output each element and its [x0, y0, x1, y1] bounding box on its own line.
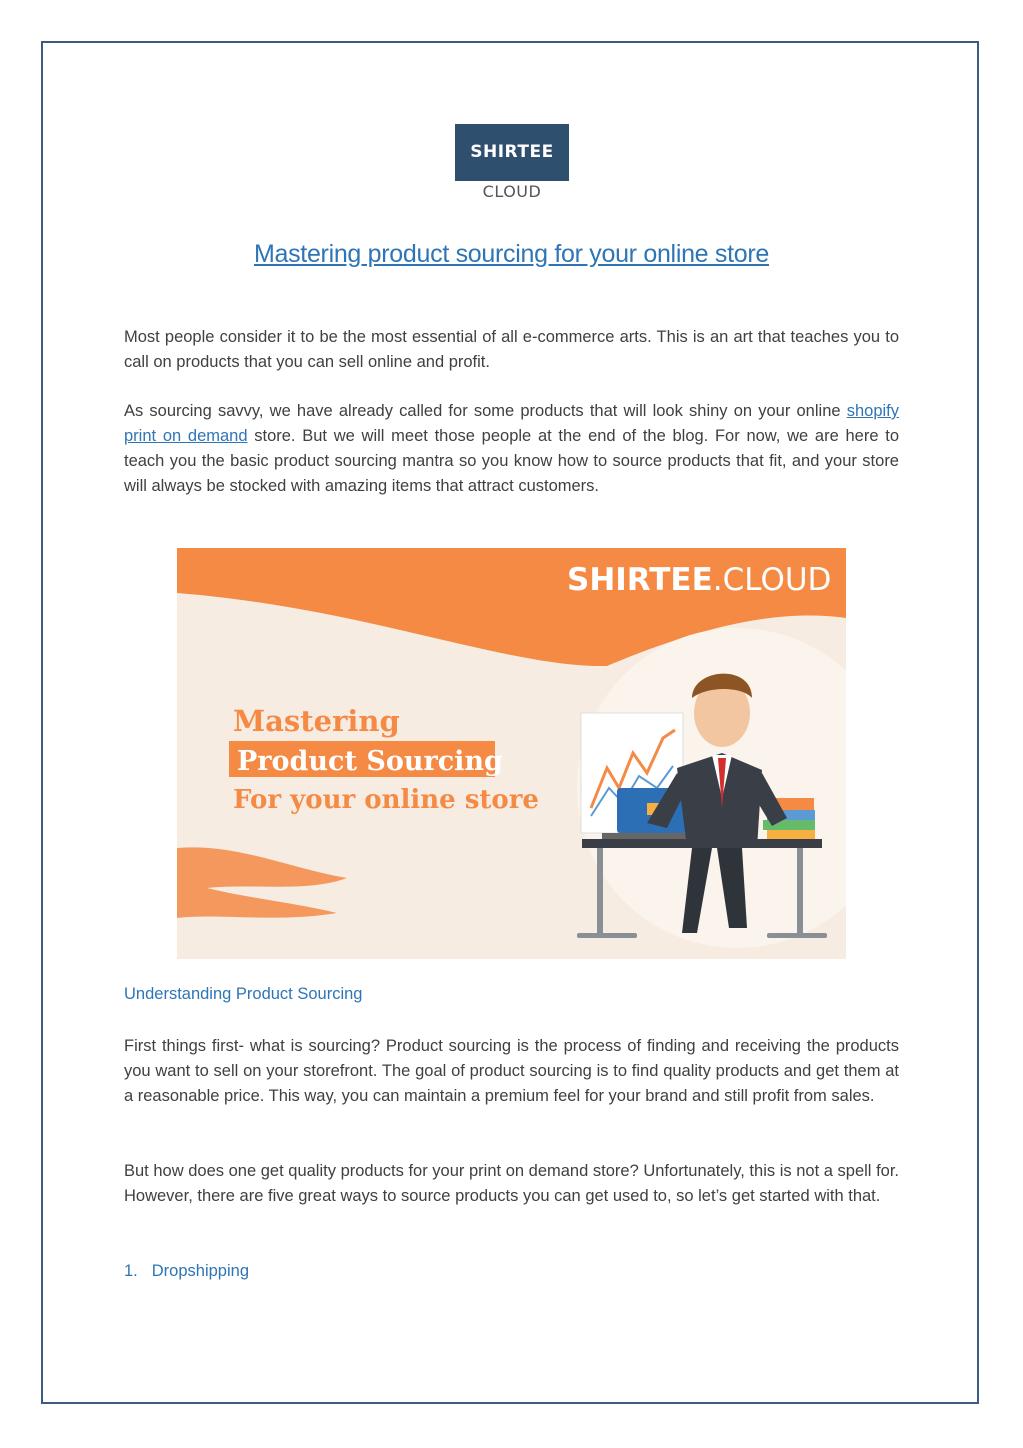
- logo-wordmark: SHIRTEE: [455, 124, 569, 181]
- hero-banner-image: [177, 548, 846, 959]
- banner-brand: SHIRTEE.CLOUD: [567, 562, 832, 598]
- list-label: Dropshipping: [151, 1262, 249, 1280]
- shopify-print-on-demand-link[interactable]: shopify print on demand: [124, 402, 899, 445]
- sourcing-definition-paragraph: First things first- what is sourcing? Product sourcing is the process of finding and receiving the products you want to sell on your storefront. The goal of product sourcing is to find quality products and get them at a reasonable price. This way, you can maintain a premium feel for your brand and still profit from sales.: [124, 1037, 899, 1105]
- banner-line3: For your online store: [233, 785, 539, 815]
- sourcing-text-after: store. But we will meet those people at the end of the blog. For now, we are here to teach you the basic product sourcing mantra so you know how to source products that fit, and your store will always be stocked with amazing items that attract customers.: [124, 427, 900, 495]
- section-heading-understanding: Understanding Product Sourcing: [124, 985, 363, 1003]
- page-title: Mastering product sourcing for your online store: [253, 240, 770, 268]
- shirtee-cloud-logo: [455, 124, 569, 206]
- list-item-dropshipping: [124, 1262, 249, 1281]
- logo-subtext: CLOUD: [455, 181, 569, 206]
- sourcing-paragraph: [124, 399, 899, 499]
- quality-products-paragraph: But how does one get quality products for your print on demand store? Unfortunately, this is not a spell for. However, there are five great ways to source products you can get used to, so let’s get started with that.: [124, 1162, 899, 1205]
- list-number: 1.: [124, 1262, 138, 1280]
- banner-line2: Product Sourcing: [237, 746, 503, 777]
- sourcing-text-before: As sourcing savvy, we have already called for some products that will look shiny on your online: [124, 402, 847, 420]
- intro-paragraph: Most people consider it to be the most essential of all e-commerce arts. This is an art that teaches you to call on products that you can sell online and profit.: [124, 328, 899, 371]
- banner-line1: Mastering: [233, 704, 400, 738]
